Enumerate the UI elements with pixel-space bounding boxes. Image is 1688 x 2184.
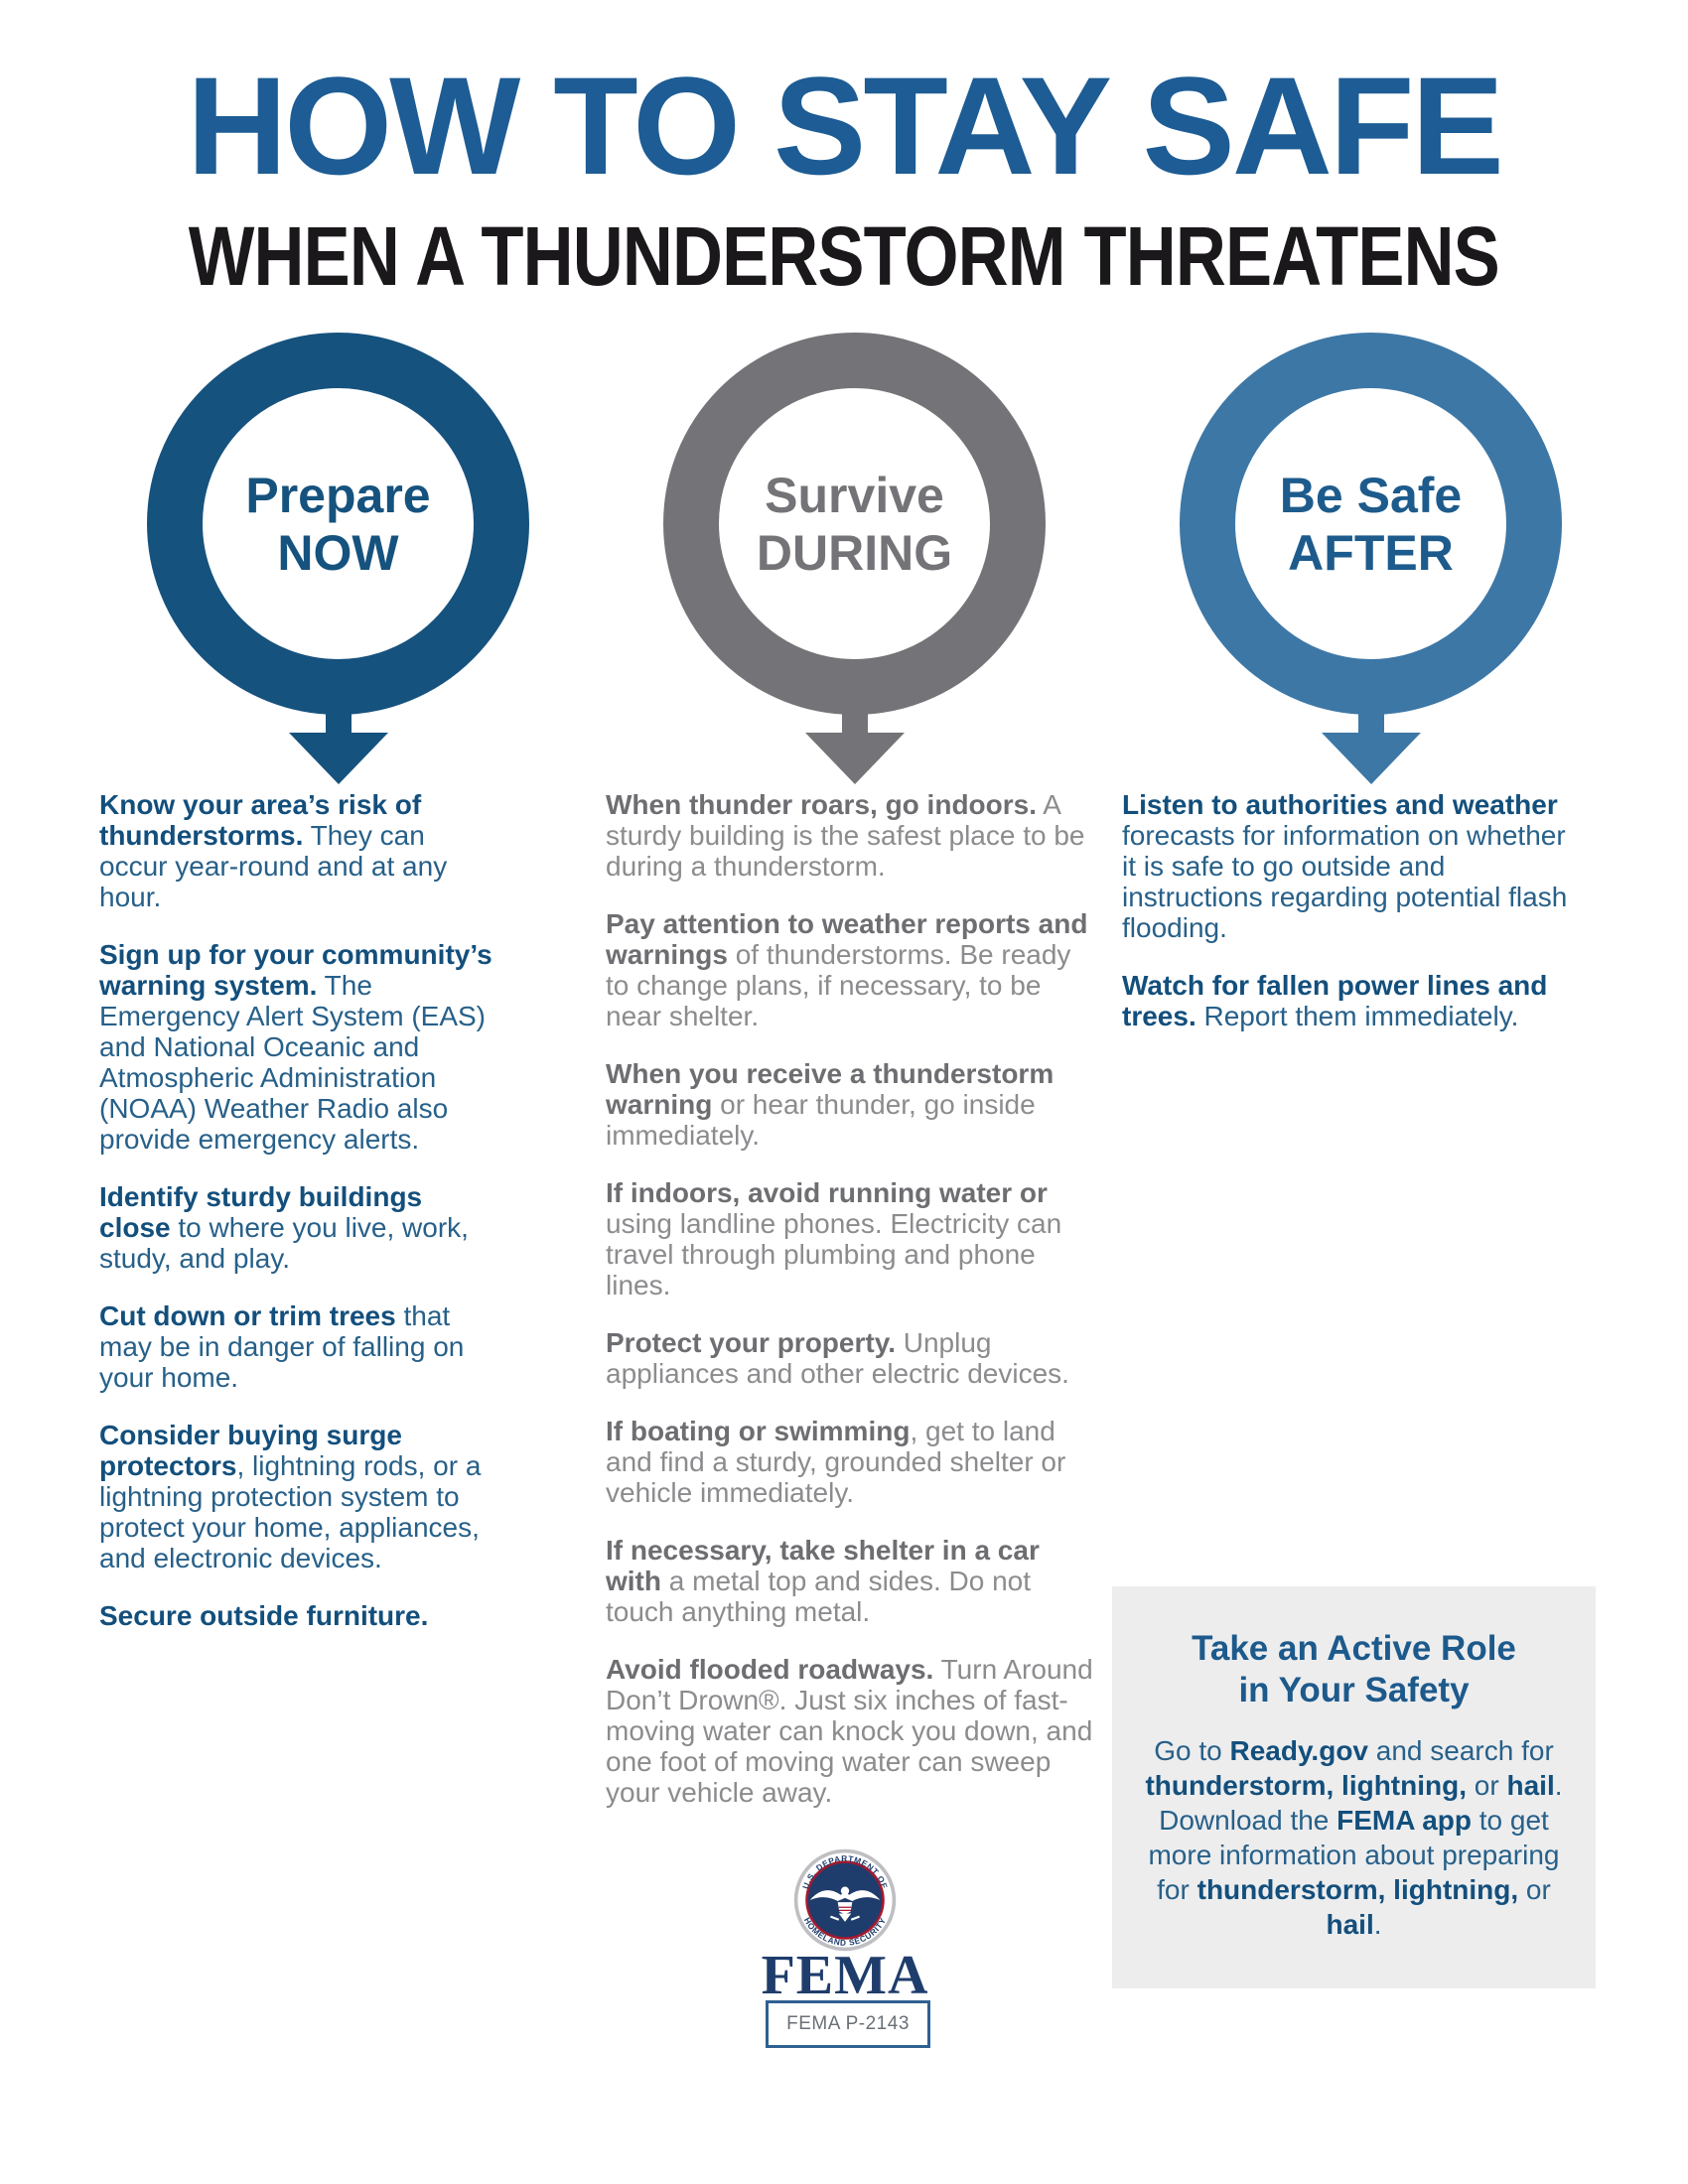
- paragraph: Watch for fallen power lines and trees. Report them immediately.: [1122, 970, 1548, 1031]
- cta-title: [1112, 1628, 1596, 1711]
- cta-title-line2: in Your Safety: [1238, 1671, 1470, 1709]
- badge-stem: [326, 711, 352, 733]
- badge-be-safe-after: [1180, 333, 1562, 784]
- paragraph: Listen to authorities and weather forecasts for information on whether it is safe to go outside and instructions regarding potential flash flooding.: [1122, 789, 1568, 943]
- column-be-safe-after: [1122, 789, 1569, 1058]
- badge-stem: [1358, 711, 1384, 733]
- badge-ring: [1180, 333, 1562, 715]
- badge-line1: Survive: [765, 467, 944, 523]
- page-title: HOW TO STAY SAFE: [187, 48, 1501, 204]
- column-prepare-now: [99, 789, 496, 1658]
- cta-paragraph: Go to Ready.gov and search for thunderstorm, lightning, or hail. Download the FEMA app to get more information about preparing for thunderstorm, lightning, or hail.: [1145, 1735, 1563, 1940]
- page-subtitle-wrap: [0, 210, 1688, 302]
- badge-line2: DURING: [756, 524, 953, 581]
- column-survive-during: [606, 789, 1097, 1835]
- dhs-seal: [793, 1848, 897, 1952]
- paragraph: Pay attention to weather reports and warnings of thunderstorms. Be ready to change plans, if necessary, to be near shelter.: [606, 908, 1088, 1031]
- badge-line2: NOW: [277, 524, 399, 581]
- cta-title-line1: Take an Active Role: [1192, 1629, 1516, 1668]
- fema-publication-number: [766, 2000, 930, 2048]
- fema-publication-text: FEMA P-2143: [786, 2013, 910, 2034]
- paragraph: Avoid flooded roadways. Turn Around Don’t Drown®. Just six inches of fast-moving water can knock you down, and one foot of moving water can sweep your vehicle away.: [606, 1654, 1093, 1808]
- paragraph: Consider buying surge protectors, lightning rods, or a lightning protection system to protect your home, appliances, and electronic devices.: [99, 1420, 482, 1573]
- cta-box: [1112, 1586, 1596, 1988]
- paragraph: Cut down or trim trees that may be in danger of falling on your home.: [99, 1300, 465, 1393]
- seal-top-text: U.S. DEPARTMENT OF: [799, 1852, 891, 1891]
- badge-prepare-now: [147, 333, 529, 784]
- badge-ring: [147, 333, 529, 715]
- badge-line2: AFTER: [1288, 524, 1454, 581]
- paragraph: If boating or swimming, get to land and find a sturdy, grounded shelter or vehicle immediately.: [606, 1416, 1066, 1508]
- paragraph: Sign up for your community’s warning system. The Emergency Alert System (EAS) and National Oceanic and Atmospheric Administration (NOAA) Weather Radio also provide emergency alerts.: [99, 939, 492, 1155]
- fema-wordmark: FEMA: [761, 1945, 929, 2006]
- badge-line1: Be Safe: [1279, 467, 1463, 523]
- paragraph: Secure outside furniture.: [99, 1600, 429, 1631]
- down-arrow-icon: [805, 733, 905, 784]
- badge-stem: [842, 711, 868, 733]
- paragraph: When you receive a thunderstorm warning or hear thunder, go inside immediately.: [606, 1058, 1055, 1151]
- down-arrow-icon: [289, 733, 388, 784]
- paragraph: When thunder roars, go indoors. A sturdy building is the safest place to be during a thunderstorm.: [606, 789, 1085, 882]
- down-arrow-icon: [1322, 733, 1421, 784]
- paragraph: Protect your property. Unplug appliances and other electric devices.: [606, 1327, 1069, 1389]
- paragraph: If indoors, avoid running water or using landline phones. Electricity can travel through plumbing and phone lines.: [606, 1177, 1062, 1300]
- paragraph: If necessary, take shelter in a car with a metal top and sides. Do not touch anything metal.: [606, 1535, 1040, 1627]
- paragraph: Identify sturdy buildings close to where you live, work, study, and play.: [99, 1181, 469, 1274]
- badge-ring: [663, 333, 1046, 715]
- badge-survive-during: [663, 333, 1046, 784]
- paragraph: Know your area’s risk of thunderstorms. They can occur year-round and at any hour.: [99, 789, 448, 912]
- badge-line1: Prepare: [245, 467, 431, 523]
- page-subtitle: WHEN A THUNDERSTORM THREATENS: [188, 209, 1500, 303]
- seal-bottom-text: HOMELAND SECURITY: [801, 1915, 889, 1948]
